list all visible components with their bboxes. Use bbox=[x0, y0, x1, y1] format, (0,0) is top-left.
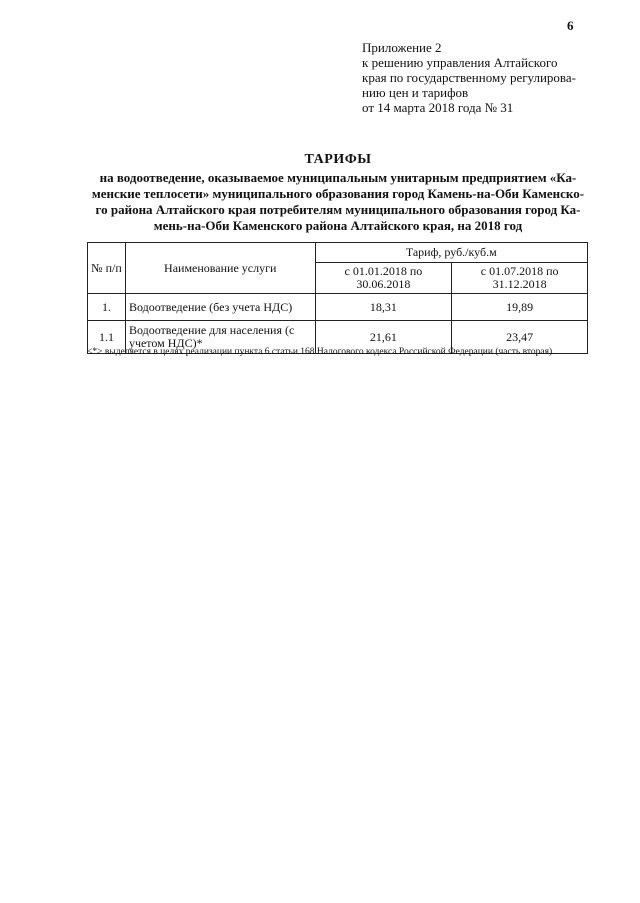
subtitle-line: го района Алтайского края потребителям муниципального образования город Ка- bbox=[95, 202, 581, 217]
appendix-line: от 14 марта 2018 года № 31 bbox=[362, 100, 514, 115]
header-period-2: с 01.07.2018 по 31.12.2018 bbox=[452, 263, 588, 294]
appendix-note bbox=[362, 40, 622, 115]
header-number: № п/п bbox=[88, 243, 126, 294]
row-number: 1. bbox=[88, 294, 126, 321]
title-block bbox=[88, 152, 588, 234]
row-number: 1.1 bbox=[88, 321, 126, 354]
appendix-line: к решению управления Алтайского bbox=[362, 55, 558, 70]
row-service: Водоотведение (без учета НДС) bbox=[125, 294, 315, 321]
row-tariff-period-2: 19,89 bbox=[452, 294, 588, 321]
appendix-line: Приложение 2 bbox=[362, 40, 442, 55]
tariff-table bbox=[87, 242, 588, 354]
row-service: Водоотведение для населения (с учетом НДС)* bbox=[125, 321, 315, 354]
document-subtitle bbox=[88, 170, 588, 234]
table-header-row bbox=[88, 243, 588, 263]
header-service: Наименование услуги bbox=[125, 243, 315, 294]
table-row bbox=[88, 294, 588, 321]
row-tariff-period-2: 23,47 bbox=[452, 321, 588, 354]
subtitle-line: на водоотведение, оказываемое муниципальным унитарным предприятием «Ка- bbox=[99, 170, 577, 185]
row-tariff-period-1: 18,31 bbox=[315, 294, 452, 321]
row-tariff-period-1: 21,61 bbox=[315, 321, 452, 354]
document-title: ТАРИФЫ bbox=[304, 152, 372, 167]
appendix-line: края по государственному регулирова- bbox=[362, 70, 576, 85]
subtitle-line: менские теплосети» муниципального образования город Камень-на-Оби Каменско- bbox=[91, 186, 585, 201]
header-tariff: Тариф, руб./куб.м bbox=[315, 243, 587, 263]
header-period-1: с 01.01.2018 по 30.06.2018 bbox=[315, 263, 452, 294]
footnote: <*> выделяется в целях реализации пункта 6 статьи 168 Налогового кодекса Российской Федерации (часть вторая). bbox=[87, 347, 555, 357]
appendix-line: нию цен и тарифов bbox=[362, 85, 469, 100]
page-number: 6 bbox=[567, 18, 574, 33]
subtitle-line: мень-на-Оби Каменского района Алтайского края, на 2018 год bbox=[153, 218, 523, 233]
